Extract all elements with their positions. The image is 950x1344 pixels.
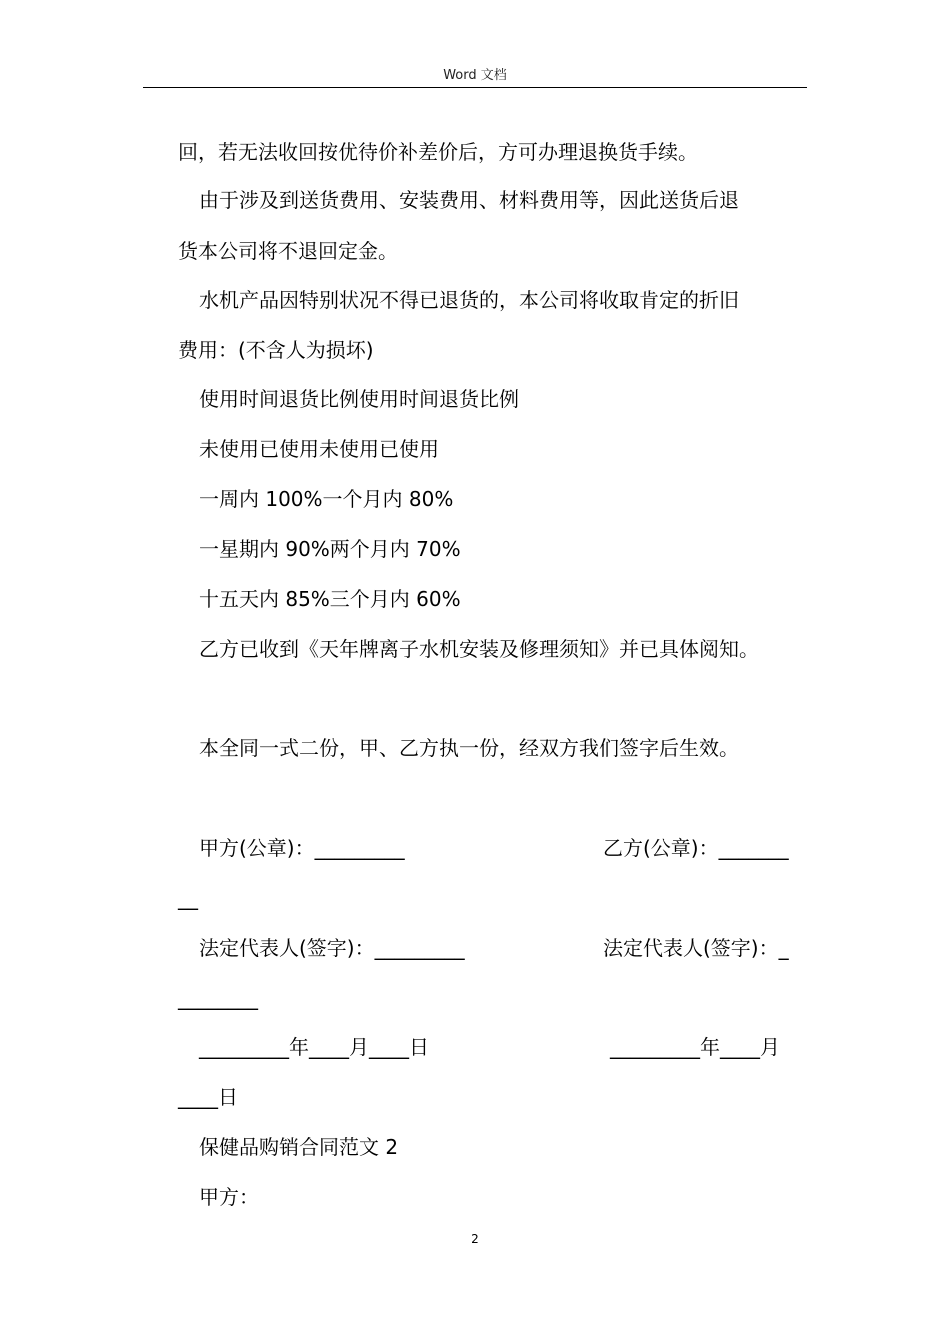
next-section-party-a: 甲方： <box>199 1185 259 1209</box>
page-number: 2 <box>471 1232 479 1246</box>
signature-date-b-continued: ____日 <box>178 1085 238 1109</box>
paragraph-deposit-line2: 货本公司将不退回定金。 <box>178 239 398 263</box>
page-header: Word 文档 <box>443 68 507 83</box>
paragraph-depreciation-line1: 水机产品因特别状况不得已退货的，本公司将收取肯定的折旧 <box>199 288 739 312</box>
paragraph-notice: 乙方已收到《天年牌离子水机安装及修理须知》并已具体阅知。 <box>199 637 759 661</box>
paragraph-depreciation-line2: 费用：(不含人为损坏) <box>178 338 374 362</box>
signature-date-b: _________年____月 <box>610 1035 780 1059</box>
signature-party-b-seal: 乙方(公章)：_______ <box>603 836 789 860</box>
table-subheader-row: 未使用已使用未使用已使用 <box>199 437 439 461</box>
paragraph-copies: 本全同一式二份，甲、乙方执一份，经双方我们签字后生效。 <box>199 736 739 760</box>
signature-party-b-seal-continued: __ <box>178 886 198 910</box>
table-header-row: 使用时间退货比例使用时间退货比例 <box>199 387 519 411</box>
signature-party-a-seal: 甲方(公章)：_________ <box>199 836 405 860</box>
signature-rep-a: 法定代表人(签字)：_________ <box>199 936 465 960</box>
paragraph-deposit-line1: 由于涉及到送货费用、安装费用、材料费用等，因此送货后退 <box>199 188 739 212</box>
signature-rep-b-continued: ________ <box>178 986 258 1010</box>
next-section-title: 保健品购销合同范文 2 <box>199 1135 399 1159</box>
table-row-one-week: 一星期内 90%两个月内 70% <box>199 537 461 561</box>
paragraph-return-procedure: 回，若无法收回按优待价补差价后，方可办理退换货手续。 <box>178 140 698 164</box>
signature-date-a: _________年____月____日 <box>199 1035 429 1059</box>
table-row-fifteen-days: 十五天内 85%三个月内 60% <box>199 587 461 611</box>
signature-rep-b: 法定代表人(签字)：_ <box>603 936 789 960</box>
header-divider <box>143 87 807 88</box>
table-row-week: 一周内 100%一个月内 80% <box>199 487 454 511</box>
